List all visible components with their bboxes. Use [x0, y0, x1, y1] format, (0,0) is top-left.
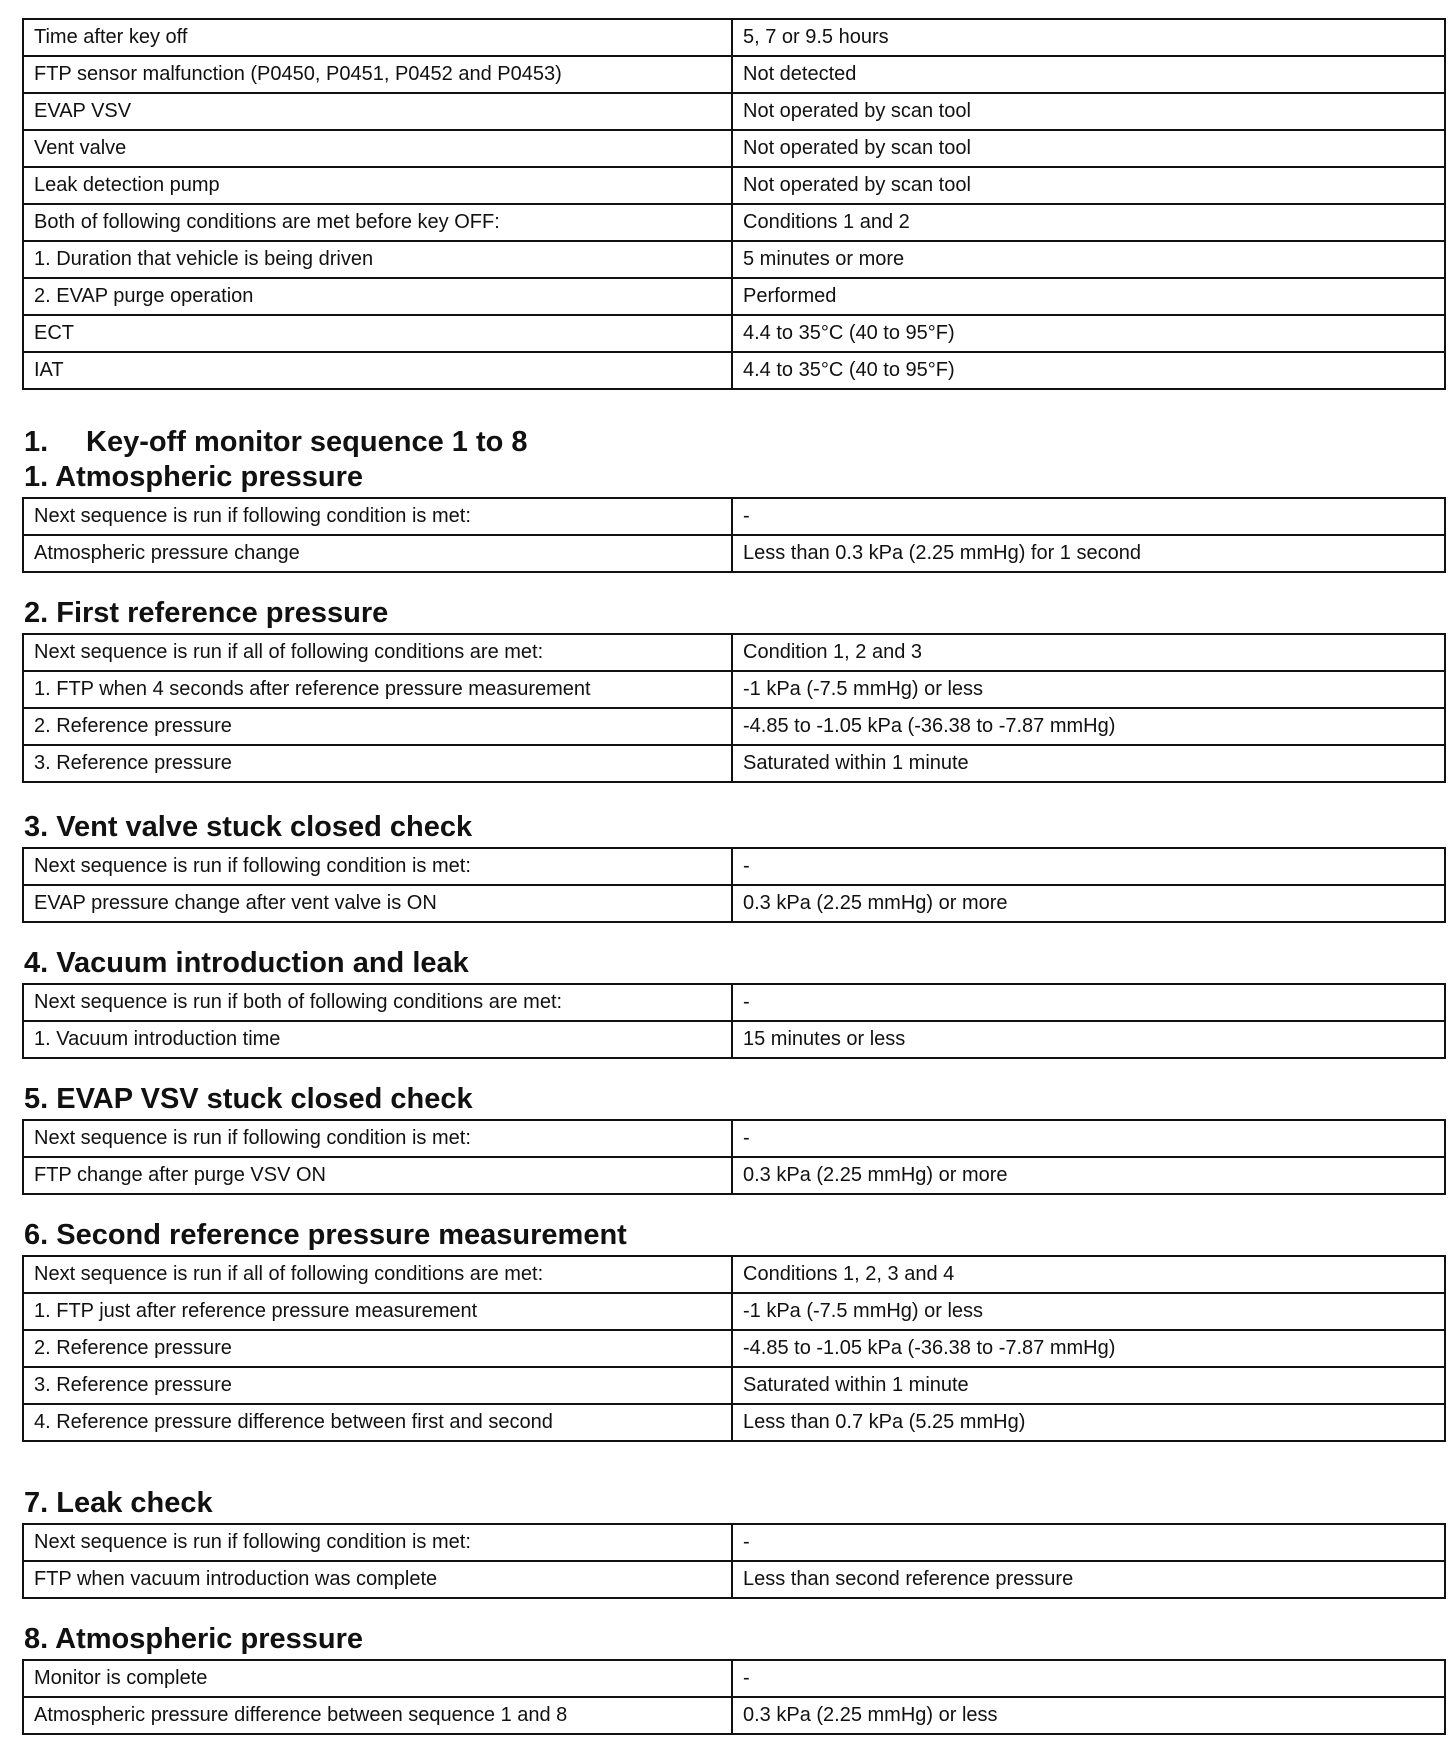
value-cell: 4.4 to 35°C (40 to 95°F): [732, 315, 1445, 352]
value-cell: Not operated by scan tool: [732, 130, 1445, 167]
page-title: [24, 425, 528, 459]
sequence-table: [22, 1659, 1446, 1735]
table-row: [23, 315, 1445, 352]
table-row: [23, 1404, 1445, 1441]
sequence-table: [22, 633, 1446, 783]
value-cell: -: [732, 848, 1445, 885]
sequence-table: [22, 1523, 1446, 1599]
condition-cell: ECT: [23, 315, 732, 352]
condition-cell: Next sequence is run if both of following conditions are met:: [23, 984, 732, 1021]
value-cell: 4.4 to 35°C (40 to 95°F): [732, 352, 1445, 389]
condition-cell: 1. Duration that vehicle is being driven: [23, 241, 732, 278]
value-cell: 0.3 kPa (2.25 mmHg) or less: [732, 1697, 1445, 1734]
table-row: [23, 1697, 1445, 1734]
table-row: [23, 1524, 1445, 1561]
value-cell: Not detected: [732, 56, 1445, 93]
table-row: [23, 708, 1445, 745]
condition-cell: Leak detection pump: [23, 167, 732, 204]
section-title: 8. Atmospheric pressure: [24, 1623, 363, 1655]
condition-cell: FTP when vacuum introduction was complete: [23, 1561, 732, 1598]
condition-cell: 1. FTP just after reference pressure measurement: [23, 1293, 732, 1330]
condition-cell: FTP sensor malfunction (P0450, P0451, P0452 and P0453): [23, 56, 732, 93]
table-row: [23, 204, 1445, 241]
table-row: [23, 1256, 1445, 1293]
value-cell: Saturated within 1 minute: [732, 1367, 1445, 1404]
value-cell: 5 minutes or more: [732, 241, 1445, 278]
condition-cell: Next sequence is run if following condition is met:: [23, 848, 732, 885]
condition-cell: Time after key off: [23, 19, 732, 56]
table-row: [23, 634, 1445, 671]
section-title: 4. Vacuum introduction and leak: [24, 947, 469, 979]
condition-cell: Next sequence is run if all of following conditions are met:: [23, 1256, 732, 1293]
table-row: [23, 1660, 1445, 1697]
sequence-table: [22, 983, 1446, 1059]
condition-cell: 1. Vacuum introduction time: [23, 1021, 732, 1058]
condition-cell: EVAP pressure change after vent valve is ON: [23, 885, 732, 922]
value-cell: -1 kPa (-7.5 mmHg) or less: [732, 671, 1445, 708]
value-cell: Less than second reference pressure: [732, 1561, 1445, 1598]
condition-cell: EVAP VSV: [23, 93, 732, 130]
condition-cell: 3. Reference pressure: [23, 745, 732, 782]
section-title: 3. Vent valve stuck closed check: [24, 811, 473, 843]
value-cell: Conditions 1 and 2: [732, 204, 1445, 241]
sequence-table: [22, 497, 1446, 573]
section-title: 6. Second reference pressure measurement: [24, 1219, 627, 1251]
table-row: [23, 241, 1445, 278]
value-cell: Saturated within 1 minute: [732, 745, 1445, 782]
value-cell: 5, 7 or 9.5 hours: [732, 19, 1445, 56]
sequence-table: [22, 1255, 1446, 1442]
condition-cell: IAT: [23, 352, 732, 389]
value-cell: Condition 1, 2 and 3: [732, 634, 1445, 671]
table-row: [23, 984, 1445, 1021]
value-cell: Less than 0.3 kPa (2.25 mmHg) for 1 second: [732, 535, 1445, 572]
table-row: [23, 498, 1445, 535]
condition-cell: 4. Reference pressure difference between first and second: [23, 1404, 732, 1441]
table-row: [23, 885, 1445, 922]
condition-cell: 2. EVAP purge operation: [23, 278, 732, 315]
value-cell: Not operated by scan tool: [732, 93, 1445, 130]
table-row: [23, 167, 1445, 204]
condition-cell: Atmospheric pressure difference between sequence 1 and 8: [23, 1697, 732, 1734]
condition-cell: Next sequence is run if all of following conditions are met:: [23, 634, 732, 671]
value-cell: -: [732, 498, 1445, 535]
conditions-table: [22, 18, 1446, 390]
section-title: 1. Atmospheric pressure: [24, 461, 363, 493]
value-cell: 0.3 kPa (2.25 mmHg) or more: [732, 885, 1445, 922]
value-cell: Not operated by scan tool: [732, 167, 1445, 204]
heading-text: Key-off monitor sequence 1 to 8: [86, 426, 528, 458]
section-title: 2. First reference pressure: [24, 597, 389, 629]
condition-cell: Vent valve: [23, 130, 732, 167]
table-row: [23, 1367, 1445, 1404]
section-title: 5. EVAP VSV stuck closed check: [24, 1083, 473, 1115]
value-cell: -1 kPa (-7.5 mmHg) or less: [732, 1293, 1445, 1330]
section-title: 7. Leak check: [24, 1487, 213, 1519]
table-row: [23, 535, 1445, 572]
value-cell: Less than 0.7 kPa (5.25 mmHg): [732, 1404, 1445, 1441]
sequence-table: [22, 1119, 1446, 1195]
condition-cell: Next sequence is run if following condition is met:: [23, 1120, 732, 1157]
table-row: [23, 848, 1445, 885]
value-cell: -: [732, 1120, 1445, 1157]
table-row: [23, 352, 1445, 389]
table-row: [23, 56, 1445, 93]
table-row: [23, 1120, 1445, 1157]
condition-cell: Next sequence is run if following condition is met:: [23, 498, 732, 535]
sequence-table: [22, 847, 1446, 923]
table-row: [23, 671, 1445, 708]
value-cell: -: [732, 984, 1445, 1021]
table-row: [23, 278, 1445, 315]
table-row: [23, 1561, 1445, 1598]
condition-cell: Both of following conditions are met before key OFF:: [23, 204, 732, 241]
value-cell: 15 minutes or less: [732, 1021, 1445, 1058]
condition-cell: 2. Reference pressure: [23, 1330, 732, 1367]
table-row: [23, 19, 1445, 56]
value-cell: -4.85 to -1.05 kPa (-36.38 to -7.87 mmHg): [732, 708, 1445, 745]
value-cell: -: [732, 1660, 1445, 1697]
condition-cell: 1. FTP when 4 seconds after reference pressure measurement: [23, 671, 732, 708]
condition-cell: 2. Reference pressure: [23, 708, 732, 745]
condition-cell: Monitor is complete: [23, 1660, 732, 1697]
value-cell: -4.85 to -1.05 kPa (-36.38 to -7.87 mmHg): [732, 1330, 1445, 1367]
value-cell: -: [732, 1524, 1445, 1561]
value-cell: Conditions 1, 2, 3 and 4: [732, 1256, 1445, 1293]
table-row: [23, 1021, 1445, 1058]
table-row: [23, 130, 1445, 167]
table-row: [23, 745, 1445, 782]
table-row: [23, 93, 1445, 130]
heading-number: 1.: [24, 426, 49, 458]
table-row: [23, 1157, 1445, 1194]
table-row: [23, 1330, 1445, 1367]
condition-cell: 3. Reference pressure: [23, 1367, 732, 1404]
condition-cell: FTP change after purge VSV ON: [23, 1157, 732, 1194]
value-cell: 0.3 kPa (2.25 mmHg) or more: [732, 1157, 1445, 1194]
condition-cell: Atmospheric pressure change: [23, 535, 732, 572]
table-row: [23, 1293, 1445, 1330]
value-cell: Performed: [732, 278, 1445, 315]
condition-cell: Next sequence is run if following condition is met:: [23, 1524, 732, 1561]
